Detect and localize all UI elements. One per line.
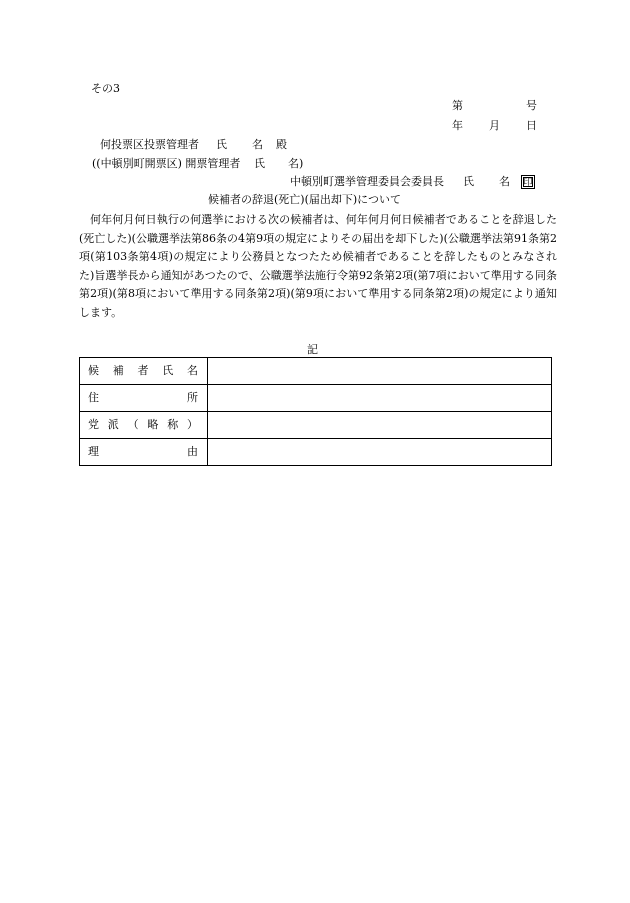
sender-mei: 名 bbox=[499, 175, 510, 188]
document-number-go: 号 bbox=[526, 99, 537, 112]
table-label-char: 候 bbox=[88, 364, 99, 377]
table-row bbox=[80, 439, 552, 466]
table-label-cell bbox=[80, 385, 208, 412]
addressee-2-shi: 氏 bbox=[254, 157, 265, 170]
table-label-char: 氏 bbox=[162, 364, 174, 377]
table-label-char: 称 bbox=[167, 418, 179, 431]
table-label-char: 理 bbox=[88, 445, 99, 458]
notice-body-text: 何年何月何日執行の何選挙における次の候補者は、何年何月何日候補者であることを辞退した(死亡した)(公職選挙法第86条の4第9項の規定によりその届出を却下した)(公職選挙法第91条第2項(第103条第4項)の規定により公務員となつたため候補者であることを辞したものとみなされた)旨選挙長から通知があつたので、公職選挙法施行令第92条第2項(第7項において準用する同条第2項)(第8項において準用する同条第2項)(第9項において準用する同条第2項)の規定により通知します。 bbox=[79, 213, 557, 319]
table-label-char: 者 bbox=[137, 364, 149, 377]
addressee-1-title: 何投票区投票管理者 bbox=[100, 138, 199, 151]
sender-shi: 氏 bbox=[463, 175, 474, 188]
table-row bbox=[80, 358, 552, 385]
date-month: 月 bbox=[489, 119, 500, 132]
ki-heading: 記 bbox=[307, 343, 318, 356]
document-subject: 候補者の辞退(死亡)(届出却下)について bbox=[208, 193, 401, 206]
table-label-char: 党 bbox=[88, 418, 99, 431]
table-label-char: 名 bbox=[187, 364, 198, 377]
candidate-info-table bbox=[79, 357, 552, 466]
table-label-cell bbox=[80, 439, 208, 466]
addressee-2-title: ((中頓別町開票区) 開票管理者 bbox=[92, 157, 241, 170]
sender-title: 中頓別町選挙管理委員会委員長 bbox=[290, 175, 444, 188]
table-label-cell bbox=[80, 358, 208, 385]
table-value-cell bbox=[208, 358, 552, 385]
addressee-1-mei: 名 bbox=[252, 138, 263, 151]
seal-stamp: 印 bbox=[521, 175, 535, 189]
table-label-char: 派 bbox=[107, 418, 119, 431]
addressee-2-mei: 名) bbox=[288, 157, 304, 170]
table-value-cell bbox=[208, 385, 552, 412]
table-label-char: 住 bbox=[88, 391, 99, 404]
table-row bbox=[80, 385, 552, 412]
addressee-1-shi: 氏 bbox=[216, 138, 227, 151]
table-label-char: （ bbox=[127, 418, 139, 431]
table-label-char: 所 bbox=[187, 391, 198, 404]
table-label-char: 略 bbox=[147, 418, 159, 431]
table-value-cell bbox=[208, 439, 552, 466]
table-label-char: 由 bbox=[187, 445, 198, 458]
table-value-cell bbox=[208, 412, 552, 439]
table-label-char: 補 bbox=[112, 364, 124, 377]
date-year: 年 bbox=[452, 119, 463, 132]
date-day: 日 bbox=[526, 119, 537, 132]
table-row bbox=[80, 412, 552, 439]
document-series-label: その3 bbox=[91, 82, 120, 95]
table-label-cell bbox=[80, 412, 208, 439]
addressee-1-dono: 殿 bbox=[276, 138, 287, 151]
document-number-dai: 第 bbox=[452, 99, 463, 112]
table-label-char: ） bbox=[187, 418, 198, 431]
